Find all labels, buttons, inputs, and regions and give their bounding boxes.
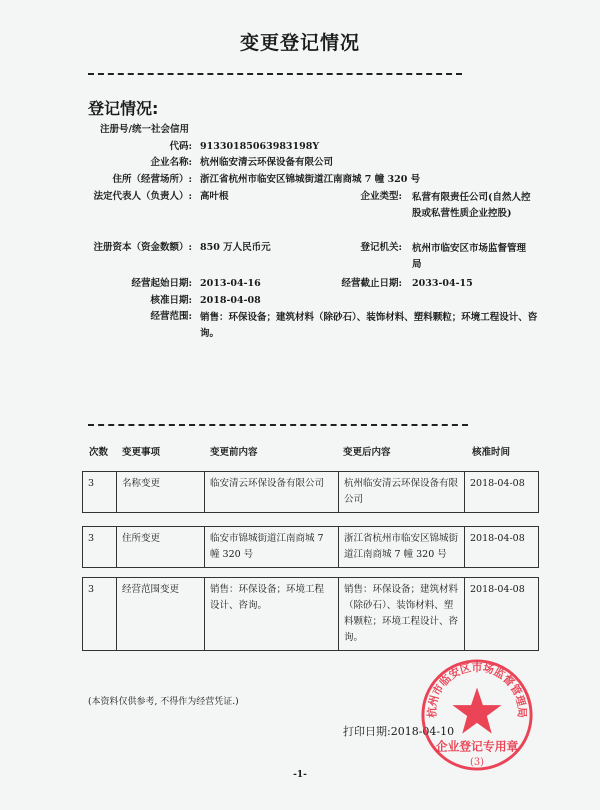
- row-date: 2018-04-08: [465, 578, 539, 651]
- legal-rep-label: 法定代表人（负责人）:: [93, 191, 192, 202]
- row-item: 住所变更: [117, 527, 205, 568]
- change-row-1: [82, 471, 539, 513]
- header-after: 变更后内容: [343, 447, 391, 458]
- header-date: 核准时间: [472, 447, 511, 458]
- approval-date-label: 核准日期:: [150, 295, 192, 306]
- row-before: 临安市锦城街道江南商城 7 幢 320 号: [205, 527, 339, 568]
- page-number: -1-: [293, 770, 307, 780]
- end-date-value: 2033-04-15: [412, 278, 473, 289]
- change-row-2: [82, 526, 539, 568]
- change-row-3: [82, 577, 539, 651]
- reg-no-label: 注册号/统一社会信用: [100, 124, 189, 135]
- company-type-value: 私营有限责任公司(自然人控股或私营性质企业控股): [412, 192, 531, 219]
- row-item: 名称变更: [117, 472, 205, 513]
- row-date: 2018-04-08: [465, 472, 539, 513]
- row-count: 3: [83, 578, 117, 651]
- row-after: 浙江省杭州市临安区锦城街道江南商城 7 幢 320 号: [339, 527, 465, 568]
- disclaimer-note: (本资料仅供参考, 不得作为经营凭证.): [88, 697, 239, 707]
- header-before: 变更前内容: [210, 447, 258, 458]
- capital-value: 850 万人民币元: [200, 242, 271, 253]
- row-date: 2018-04-08: [465, 527, 539, 568]
- reg-no-value: 91330185063983198Y: [200, 141, 320, 152]
- reg-no-label-2: 代码:: [169, 141, 192, 152]
- address-value: 浙江省杭州市临安区锦城街道江南商城 7 幢 320 号: [200, 174, 421, 185]
- authority-label: 登记机关:: [360, 242, 402, 253]
- print-date: 打印日期:2018-04-10: [343, 725, 455, 738]
- company-name-label: 企业名称:: [150, 157, 192, 168]
- start-date-label: 经营起始日期:: [131, 278, 192, 289]
- row-after: 销售：环保设备；建筑材料（除砂石）、装饰材料、塑料颗粒；环境工程设计、咨询。: [339, 578, 465, 651]
- approval-date-value: 2018-04-08: [200, 295, 261, 306]
- scope-value: 销售：环保设备；建筑材料（除砂石）、装饰材料、塑料颗粒；环境工程设计、咨询。: [200, 312, 538, 339]
- start-date-value: 2013-04-16: [200, 278, 261, 289]
- header-item: 变更事项: [122, 447, 161, 458]
- company-type-label: 企业类型:: [360, 191, 402, 202]
- row-count: 3: [83, 472, 117, 513]
- seal-center-text: 企业登记专用章: [435, 739, 519, 754]
- capital-label: 注册资本（资金数额）:: [93, 242, 192, 253]
- document-title: 变更登记情况: [239, 32, 360, 54]
- row-item: 经营范围变更: [117, 578, 205, 651]
- scope-label: 经营范围:: [150, 311, 192, 322]
- end-date-label: 经营截止日期:: [341, 278, 402, 289]
- official-seal-icon: [418, 656, 536, 774]
- section-title: 登记情况:: [88, 99, 159, 118]
- authority-value: 杭州市临安区市场监督管理局: [412, 243, 527, 270]
- header-count: 次数: [89, 447, 109, 458]
- row-after: 杭州临安清云环保设备有限公司: [339, 472, 465, 513]
- row-count: 3: [83, 527, 117, 568]
- seal-star-icon: [452, 687, 501, 733]
- table-divider: [88, 424, 468, 426]
- row-before: 临安清云环保设备有限公司: [205, 472, 339, 513]
- row-before: 销售：环保设备；环境工程设计、咨询。: [205, 578, 339, 651]
- legal-rep-value: 高叶根: [200, 191, 229, 202]
- top-divider: [88, 73, 462, 75]
- address-label: 住所（经营场所）:: [112, 174, 192, 185]
- company-name-value: 杭州临安清云环保设备有限公司: [200, 157, 334, 168]
- seal-number-text: (3): [470, 757, 484, 769]
- seal-arc-text: 杭州市临安区市场监督管理局: [425, 660, 529, 718]
